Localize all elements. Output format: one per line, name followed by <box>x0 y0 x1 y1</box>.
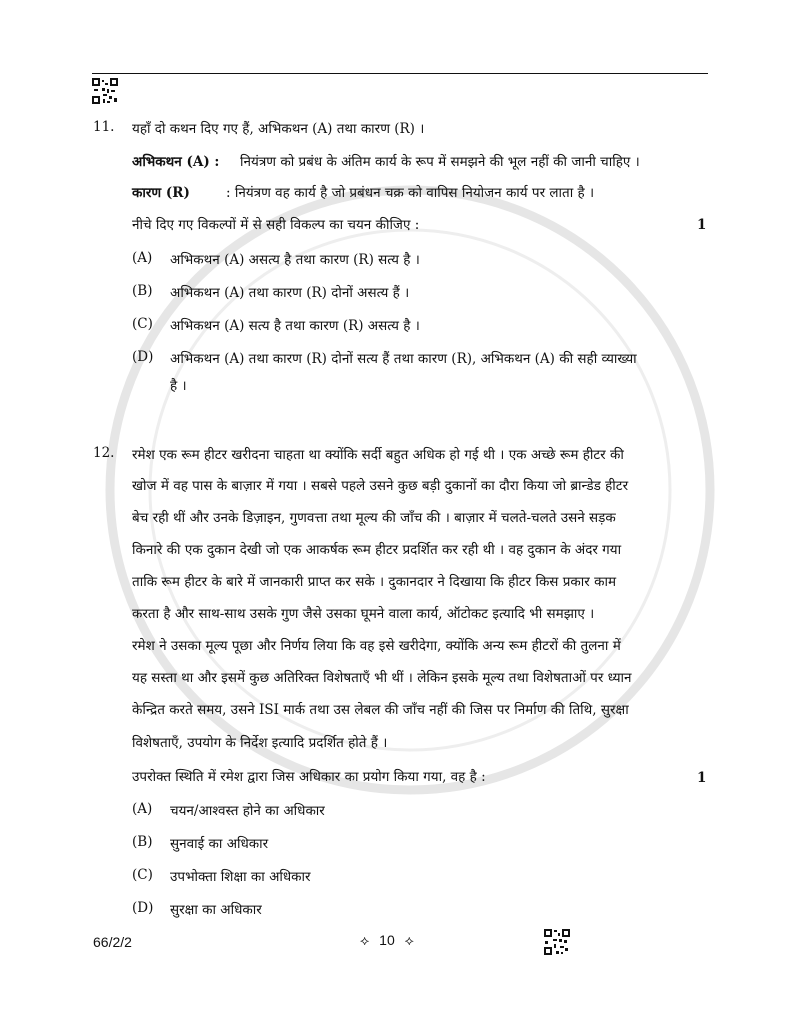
option-label: (D) <box>132 900 154 916</box>
passage-line: किनारे की एक दुकान देखी जो एक आकर्षक रूम हीटर प्रदर्शित कर रही थी । वह दुकान के अंदर गया <box>132 542 622 558</box>
option-text: सुनवाई का अधिकार <box>170 836 269 852</box>
marks: 1 <box>697 217 707 233</box>
passage-line: यह सस्ता था और इसमें कुछ अतिरिक्त विशेषताएँ भी थीं । लेकिन इसके मूल्य तथा विशेषताओं पर ध्यान <box>132 670 632 686</box>
decor-left-icon: ⟡ <box>360 932 370 948</box>
passage-line: बेच रही थीं और उनके डिज़ाइन, गुणवत्ता तथा मूल्य की जाँच की । बाज़ार में चलते-चलते उसने सड़क <box>132 510 616 526</box>
option-label: (A) <box>132 801 153 817</box>
option-label: (B) <box>132 834 153 850</box>
passage-line: केन्द्रित करते समय, उसने ISI मार्क तथा उस लेबल की जाँच नहीं की जिस पर निर्माण की तिथि, सुरक्षा <box>132 702 629 718</box>
assertion-text: नियंत्रण को प्रबंध के अंतिम कार्य के रूप में समझने की भूल नहीं की जानी चाहिए । <box>240 154 640 170</box>
passage-line: विशेषताएँ, उपयोग के निर्देश इत्यादि प्रदर्शित होते हैं । <box>132 735 388 751</box>
paper-code: 66/2/2 <box>93 934 132 950</box>
reason-label: कारण (R) <box>132 185 190 201</box>
option-text: सुरक्षा का अधिकार <box>170 902 262 918</box>
option-label: (C) <box>132 316 153 332</box>
option-text: अभिकथन (A) तथा कारण (R) दोनों सत्य हैं तथा कारण (R), अभिकथन (A) की सही व्याख्या <box>170 351 637 367</box>
question-number: 11. <box>93 119 115 135</box>
passage-line: करता है और साथ-साथ उसके गुण जैसे उसका घूमने वाला कार्य, ऑटोकट इत्यादि भी समझाए । <box>132 606 595 622</box>
qr-code-icon <box>92 78 118 104</box>
marks: 1 <box>697 770 707 786</box>
question-prompt: नीचे दिए गए विकल्पों में से सही विकल्प का चयन कीजिए : <box>132 217 420 233</box>
passage-line: रमेश ने उसका मूल्य पूछा और निर्णय लिया कि वह इसे खरीदेगा, क्योंकि अन्य रूम हीटरों की तुलना में <box>132 638 621 654</box>
option-text: अभिकथन (A) सत्य है तथा कारण (R) असत्य है । <box>170 318 420 334</box>
page-number-block <box>360 932 414 949</box>
passage-line: रमेश एक रूम हीटर खरीदना चाहता था क्योंकि सर्दी बहुत अधिक हो गई थी । एक अच्छे रूम हीटर की <box>132 447 624 463</box>
reason-text: : नियंत्रण वह कार्य है जो प्रबंधन चक्र को वापिस नियोजन कार्य पर लाता है । <box>226 185 595 201</box>
option-text: उपभोक्ता शिक्षा का अधिकार <box>170 869 311 885</box>
option-text: अभिकथन (A) असत्य है तथा कारण (R) सत्य है । <box>170 252 420 268</box>
passage-line: खोज में वह पास के बाज़ार में गया । सबसे पहले उसने कुछ बड़ी दुकानों का दौरा किया जो ब्रान्डेड हीटर <box>132 478 629 494</box>
option-text-continued: है । <box>170 378 187 394</box>
decor-right-icon: ⟡ <box>404 932 414 948</box>
option-label: (C) <box>132 867 153 883</box>
option-label: (D) <box>132 349 154 365</box>
question-intro: यहाँ दो कथन दिए गए हैं, अभिकथन (A) तथा कारण (R) । <box>132 121 425 137</box>
option-text: अभिकथन (A) तथा कारण (R) दोनों असत्य हैं । <box>170 285 410 301</box>
assertion-label: अभिकथन (A) : <box>132 154 220 170</box>
option-label: (B) <box>132 283 153 299</box>
option-text: चयन/आश्वस्त होने का अधिकार <box>170 803 325 819</box>
page-number: 10 <box>379 932 395 948</box>
option-label: (A) <box>132 250 153 266</box>
header-rule <box>92 73 708 74</box>
passage-line: ताकि रूम हीटर के बारे में जानकारी प्राप्त कर सके । दुकानदार ने दिखाया कि हीटर किस प्रकार काम <box>132 574 617 590</box>
qr-code-icon <box>544 929 570 955</box>
question-number: 12. <box>93 445 115 461</box>
question-prompt: उपरोक्त स्थिति में रमेश द्वारा जिस अधिकार का प्रयोग किया गया, वह है : <box>132 769 486 785</box>
